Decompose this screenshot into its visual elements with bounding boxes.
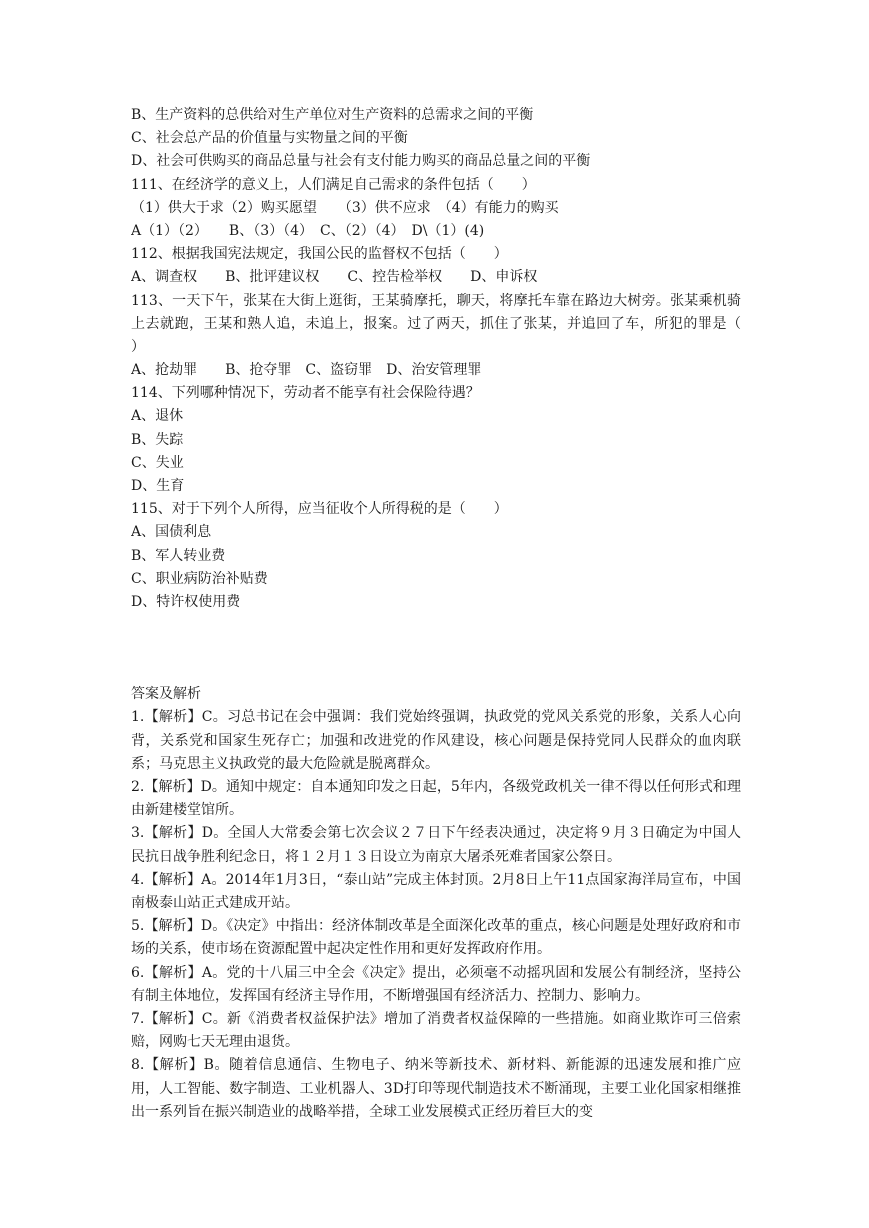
question-114: 114、下列哪种情况下，劳动者不能享有社会保险待遇？	[131, 385, 480, 402]
text-line: C、社会总产品的价值量与实物量之间的平衡	[131, 130, 408, 147]
answer-8: 8.【解析】B。随着信息通信、生物电子、纳米等新技术、新材料、新能源的迅速发展和推广应用，人工智能、数字制造、工业机器人、3D打印等现代制造技术不断涌现，主要工业化国家相继推出一系列旨在振兴制造业的战略举措，全球工业发展模式正经历着巨大的变	[131, 1057, 741, 1120]
option-line: D、生育	[131, 478, 185, 495]
question-block-2	[131, 359, 741, 614]
answer-4: 4.【解析】A。2014年1月3日，“泰山站”完成主体封顶。2月8日上午11点国家海洋局宣布，中国南极泰山站正式建成开站。	[131, 871, 741, 911]
answer-7: 7.【解析】C。新《消费者权益保护法》增加了消费者权益保障的一些措施。如商业欺诈可三倍索赔，网购七天无理由退货。	[131, 1011, 741, 1051]
answer-3: 3.【解析】D。全国人大常委会第七次会议２７日下午经表决通过，决定将９月３日确定为中国人民抗日战争胜利纪念日，将１２月１３日设立为南京大屠杀死难者国家公祭日。	[131, 825, 741, 865]
text-line: （1）供大于求（2）购买愿望 （3）供不应求 （4）有能力的购买	[131, 199, 559, 216]
answer-2: 2.【解析】D。通知中规定：自本通知印发之日起，5年内，各级党政机关一律不得以任何形式和理由新建楼堂馆所。	[131, 778, 741, 819]
question-112: 112、根据我国宪法规定，我国公民的监督权不包括（ ）	[131, 246, 508, 263]
option-line: A、退休	[131, 408, 184, 425]
option-line: B、军人转业费	[131, 547, 226, 564]
document-page	[131, 104, 769, 1124]
option-line: B、失踪	[131, 431, 184, 448]
text-line: B、生产资料的总供给对生产单位对生产资料的总需求之间的平衡	[131, 107, 534, 123]
question-115: 115、对于下列个人所得，应当征收个人所得税的是（ ）	[131, 501, 508, 518]
answer-6: 6.【解析】A。党的十八届三中全会《决定》提出，必须毫不动摇巩固和发展公有制经济，坚持公有制主体地位，发挥国有经济主导作用，不断增强国有经济活力、控制力、影响力。	[131, 964, 741, 1004]
text-line: D、社会可供购买的商品总量与社会有支付能力购买的商品总量之间的平衡	[131, 153, 591, 170]
option-line: D、特许权使用费	[131, 593, 241, 610]
text-line: A、抢劫罪 B、抢夺罪 C、盗窃罪 D、治安管理罪	[131, 362, 482, 379]
question-113: 113、一天下午，张某在大街上逛街，王某骑摩托，聊天，将摩托车靠在路边大树旁。张某乘机骑上去就跑，王某和熟人追，未追上，报案。过了两天，抓住了张某，并追回了车，所犯的罪是（ ）	[131, 292, 769, 355]
answers-title: 答案及解析	[131, 686, 201, 703]
answers-list	[131, 706, 741, 1124]
text-line: A、调查权 B、批评建议权 C、控告检举权 D、申诉权	[131, 269, 538, 286]
question-block-1	[131, 104, 741, 290]
option-line: A、国债利息	[131, 524, 212, 541]
option-line: C、失业	[131, 454, 184, 471]
spacer	[131, 614, 741, 683]
answer-5: 5.【解析】D。《决定》中指出：经济体制改革是全面深化改革的重点，核心问题是处理好政府和市场的关系，使市场在资源配置中起决定性作用和更好发挥政府作用。	[131, 918, 741, 958]
text-line: A（1）（2） B、（3）（4） C、（2）（4） D\（1）(4)	[131, 222, 485, 239]
question-111: 111、在经济学的意义上，人们满足自己需求的条件包括（ ）	[131, 176, 536, 193]
answer-1: 1.【解析】C。习总书记在会中强调：我们党始终强调，执政党的党风关系党的形象，关系人心向背，关系党和国家生死存亡；加强和改进党的作风建设，核心问题是保持党同人民群众的血肉联系；马克思主义执政党的最大危险就是脱离群众。	[131, 709, 741, 772]
option-line: C、职业病防治补贴费	[131, 570, 268, 587]
